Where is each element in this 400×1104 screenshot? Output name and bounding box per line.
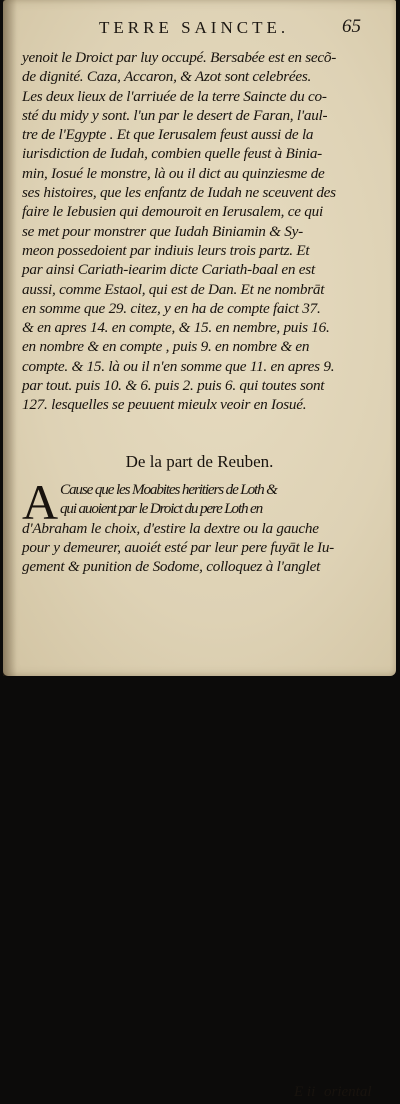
page-footer	[22, 1084, 372, 1104]
second-paragraph-lines	[22, 474, 368, 576]
signature-mark: E ii	[294, 1084, 316, 1100]
text-line: Les deux lieux de l'arriuée de la terre Saincte du co-	[22, 87, 327, 105]
text-line: compte. & 15. là ou il n'en somme que 11. en apres 9.	[22, 357, 335, 375]
text-line: sté du midy y sont. l'un par le desert de Faran, l'aul-	[22, 106, 328, 124]
text-line: faire le Iebusien qui demouroit en Ierusalem, ce qui	[22, 203, 323, 221]
text-line: meon possedoient par indiuis leurs trois partz. Et	[22, 241, 310, 259]
text-line: min, Iosué le monstre, là ou il dict au quinziesme de	[22, 164, 325, 182]
text-line: iurisdiction de Iudah, combien quelle feust à Binia-	[22, 145, 322, 163]
text-line: 127. lesquelles se peuuent mieulx veoir en Iosué.	[22, 396, 307, 414]
text-line: qui auoient par le Droict du pere Loth en	[60, 500, 263, 518]
text-line: de dignité. Caza, Accaron, & Azot sont celebrées.	[22, 68, 312, 86]
text-line: & en apres 14. en compte, & 15. en nembre, puis 16.	[22, 319, 330, 337]
gutter-shadow	[3, 0, 17, 676]
text-line: par ainsi Cariath-iearim dicte Cariath-baal en est	[22, 261, 315, 279]
text-line: Cause que les Moabites heritiers de Loth &	[60, 481, 277, 498]
text-line: d'Abraham le choix, d'estire la dextre ou la gauche	[22, 519, 319, 537]
text-line: par tout. puis 10. & 6. puis 2. puis 6. qui toutes sont	[22, 377, 325, 395]
text-line: pour y demeurer, auoiét esté par leur pere fuyāt le Iu-	[22, 538, 334, 556]
main-paragraph	[22, 48, 368, 415]
second-paragraph	[22, 474, 372, 1100]
text-line: ses histoires, que les enfantz de Iudah ne sceuvent des	[22, 184, 336, 202]
text-line: se met pour monstrer que Iudah Biniamin & Sy-	[22, 222, 303, 240]
text-line: gement & punition de Sodome, colloquez à l'anglet	[22, 558, 321, 576]
page-number: 65	[342, 16, 361, 37]
text-line: en nombre & en compte , puis 9. en nombre & en	[22, 338, 310, 356]
drop-capital: A	[22, 474, 59, 530]
text-line: en somme que 29. citez, y en ha de compte faict 37.	[22, 299, 321, 317]
running-head	[3, 14, 396, 42]
section-heading: De la part de Reuben.	[125, 452, 274, 471]
running-title: TERRE SAINCTE.	[99, 18, 290, 37]
text-line: tre de l'Egypte . Et que Ierusalem feust aussi de la	[22, 126, 314, 144]
catchword: oriental	[324, 1084, 372, 1100]
text-line: yenoit le Droict par luy occupé. Bersabée est en secõ-	[22, 49, 337, 66]
text-line: aussi, comme Estaol, qui est de Dan. Et ne nombrāt	[22, 280, 325, 298]
book-page	[3, 0, 396, 1100]
